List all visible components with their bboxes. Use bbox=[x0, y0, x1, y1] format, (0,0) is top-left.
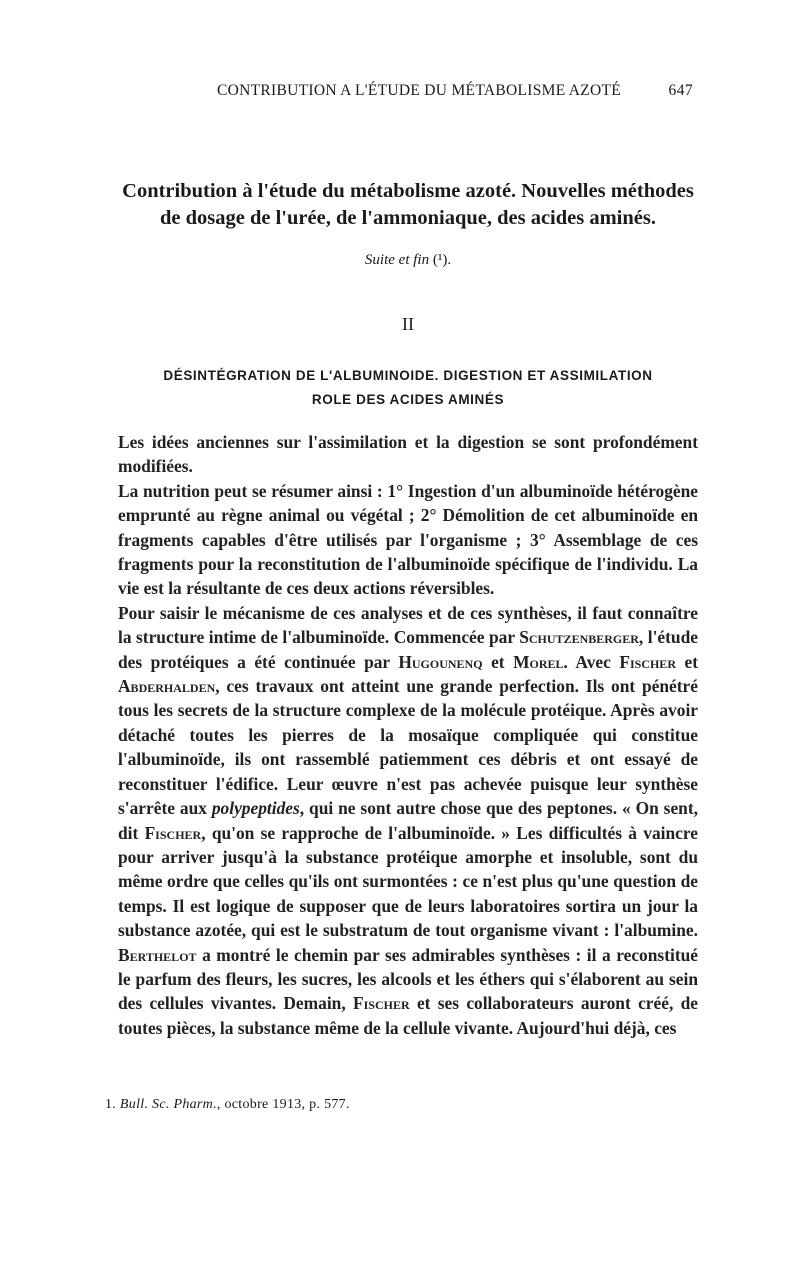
paragraph-3-part-g: , qui ne sont autre chose que des peptones. « On sent, dit bbox=[118, 798, 698, 843]
paragraph-3-part-h: , qu'on se rapproche de l'albuminoïde. » Les difficultés à vaincre pour arriver jusqu'à la substance protéique amorphe et insoluble, sont du même ordre que celles qu'ils ont surmontées : ce n'est plus qu'une question de temps. Il est logique de supposer que de leurs laboratoires sortira un jour la substance azotée, qui est le substratum de tout organisme vivant : l'albumine. bbox=[118, 822, 698, 941]
author-name-fischer-2: Fischer bbox=[144, 822, 202, 843]
paragraph-3-part-b: , l'étude des protéiques a été continuée par bbox=[118, 627, 698, 672]
article-title-line-1: Contribution à l'étude du métabolisme azoté. Nouvelles méthodes bbox=[122, 180, 694, 202]
running-head bbox=[118, 82, 693, 104]
author-name-schutzenberger: Schutzenberger bbox=[519, 627, 639, 648]
section-heading-line-2: ROLE DES ACIDES AMINÉS bbox=[311, 392, 505, 407]
paragraph-3-part-j: et ses collaborateurs auront créé, de toutes pièces, la substance même de la cellule vivante. Aujourd'hui déjà, ces bbox=[118, 993, 698, 1038]
section-heading bbox=[118, 364, 698, 412]
page-number: 647 bbox=[668, 82, 693, 99]
footnote-number: 1. bbox=[105, 1097, 117, 1112]
subtitle-text: Suite et fin bbox=[364, 252, 430, 268]
author-name-morel: Morel bbox=[513, 651, 564, 672]
subtitle-footnote-ref: (¹). bbox=[432, 252, 452, 268]
paragraph-3-part-i: a montré le chemin par ses admirables synthèses : il a reconstitué le parfum des fleurs, les sucres, les alcools et les éthers qui s'élaborent au sein des cellules vivantes. Demain, bbox=[118, 944, 698, 1014]
article-subtitle bbox=[118, 252, 698, 269]
paragraph-3 bbox=[118, 601, 698, 1040]
author-name-fischer: Fischer bbox=[619, 651, 676, 672]
section-heading-line-1: DÉSINTÉGRATION DE L'ALBUMINOIDE. DIGESTION ET ASSIMILATION bbox=[163, 368, 653, 383]
author-name-berthelot: Berthelot bbox=[118, 944, 197, 965]
paragraph-3-part-d: . Avec bbox=[563, 651, 620, 672]
author-name-fischer-3: Fischer bbox=[353, 993, 410, 1014]
paragraph-3-part-e: et bbox=[675, 651, 699, 672]
part-number: II bbox=[402, 314, 414, 334]
paragraph-2: La nutrition peut se résumer ainsi : 1° Ingestion d'un albuminoïde hétérogène emprunté au règne animal ou végétal ; 2° Démolition de cet albuminoïde en fragments capables d'être utilisés par l'organisme ; 3° Assemblage de ces fragments pour la reconstitution de l'albuminoïde spécifique de l'individu. La vie est la résultante de ces deux actions réversibles. bbox=[118, 480, 698, 599]
footnote-journal: Bull. Sc. Pharm. bbox=[119, 1097, 217, 1112]
paragraph-3-part-a: Pour saisir le mécanisme de ces analyses et de ces synthèses, il faut connaître la structure intime de l'albuminoïde. Commencée par bbox=[118, 602, 698, 648]
article-title bbox=[118, 178, 698, 232]
term-polypeptides: polypeptides bbox=[211, 798, 300, 819]
author-name-abderhalden: Abderhalden bbox=[118, 676, 216, 697]
paragraph-3-part-c: et bbox=[482, 651, 514, 672]
paragraph-1: Les idées anciennes sur l'assimilation et la digestion se sont profondément modifiées. bbox=[118, 432, 698, 477]
article-title-line-2: de dosage de l'urée, de l'ammoniaque, des acides aminés. bbox=[160, 207, 656, 229]
footnote-citation: , octobre 1913, p. 577. bbox=[216, 1097, 350, 1112]
footnote bbox=[105, 1097, 685, 1113]
paragraph-3-part-f: , ces travaux ont atteint une grande perfection. Ils ont pénétré tous les secrets de la structure complexe de la molécule protéique. Après avoir détaché toutes les pierres de la mosaïque compliquée qui constitue l'albuminoïde, ils ont rassemblé patiemment ces débris et ont essayé de reconstituer l'édifice. Leur œuvre n'est pas achevée puisque leur synthèse s'arrête aux bbox=[118, 676, 698, 819]
body-text bbox=[118, 430, 698, 1040]
running-head-title: CONTRIBUTION A L'ÉTUDE DU MÉTABOLISME AZOTÉ bbox=[217, 82, 622, 99]
author-name-hugounenq: Hugounenq bbox=[398, 651, 483, 672]
